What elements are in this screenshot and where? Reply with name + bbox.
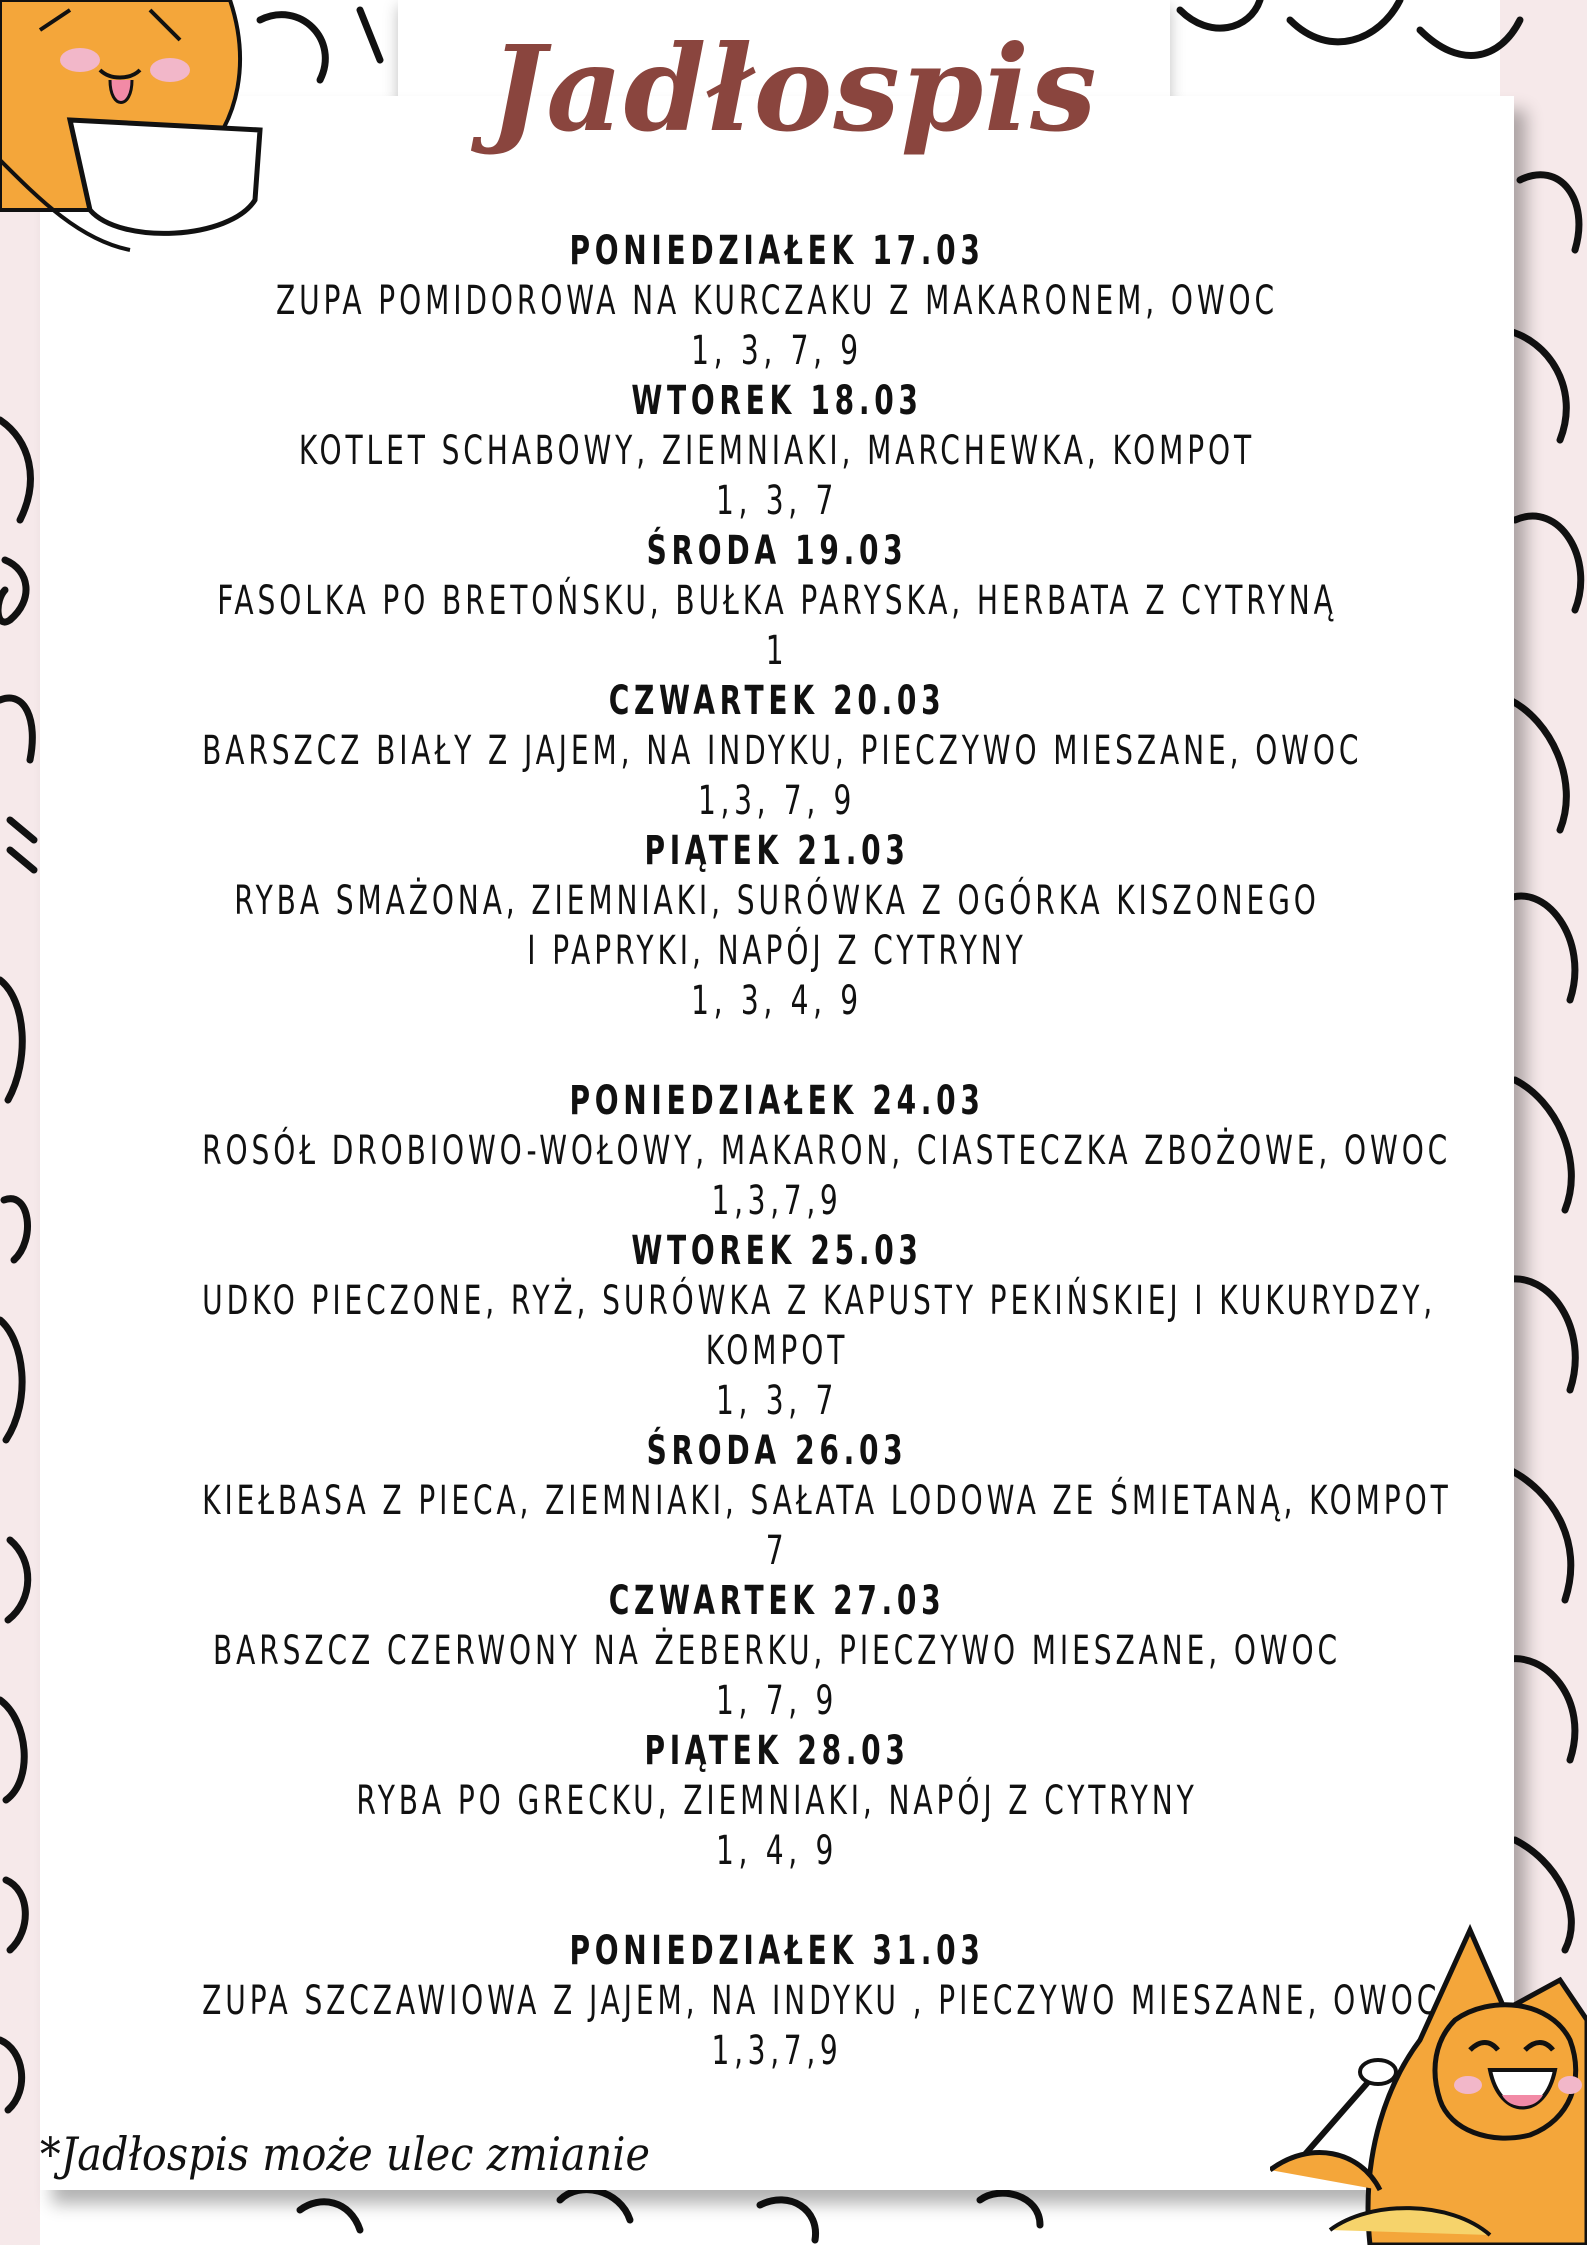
menu-allergens: 1 [765, 628, 789, 674]
menu-meal-text: BARSZCZ CZERWONY NA ŻEBERKU, PIECZYWO MIESZANE, OWOC [213, 1628, 1341, 1674]
menu-allergens: 1,3,7,9 [711, 1178, 843, 1224]
week-separator [40, 1876, 1514, 1926]
menu-allergens: 1, 4, 9 [716, 1828, 838, 1874]
menu-allergens: 1, 3, 7 [716, 478, 838, 524]
menu-meal-text: RYBA PO GRECKU, ZIEMNIAKI, NAPÓJ Z CYTRYNY [356, 1778, 1198, 1824]
menu-day-heading: WTOREK 25.03 [631, 1228, 923, 1274]
menu-change-note: *Jadłospis może ulec zmianie [40, 2127, 651, 2181]
menu-day-heading: ŚRODA 26.03 [646, 1428, 908, 1474]
menu-allergens: 1, 3, 7, 9 [691, 328, 863, 374]
menu-list [40, 226, 1514, 2076]
menu-allergens: 1, 7, 9 [716, 1678, 838, 1724]
menu-day-heading: PONIEDZIAŁEK 31.03 [569, 1928, 985, 1974]
menu-day-heading: PONIEDZIAŁEK 17.03 [569, 228, 985, 274]
menu-day-heading: PONIEDZIAŁEK 24.03 [569, 1078, 985, 1124]
menu-day-heading: CZWARTEK 27.03 [608, 1578, 946, 1624]
menu-day-heading: CZWARTEK 20.03 [608, 678, 946, 724]
menu-meal-text: UDKO PIECZONE, RYŻ, SURÓWKA Z KAPUSTY PEKIŃSKIEJ I KUKURYDZY, [202, 1278, 1437, 1324]
menu-allergens: 1, 3, 4, 9 [691, 978, 863, 1024]
page-title: Jadłospis [489, 19, 1098, 158]
menu-day-heading: WTOREK 18.03 [631, 378, 923, 424]
menu-allergens: 7 [765, 1528, 789, 1574]
week-separator [40, 1026, 1514, 1076]
menu-day-heading: ŚRODA 19.03 [646, 528, 908, 574]
menu-meal-text: I PAPRYKI, NAPÓJ Z CYTRYNY [527, 928, 1027, 974]
menu-meal-text: RYBA SMAŻONA, ZIEMNIAKI, SURÓWKA Z OGÓRKA KISZONEGO [234, 878, 1320, 924]
menu-allergens: 1,3, 7, 9 [697, 778, 857, 824]
menu-allergens: 1,3,7,9 [711, 2028, 843, 2074]
menu-meal-text: KOTLET SCHABOWY, ZIEMNIAKI, MARCHEWKA, KOMPOT [298, 428, 1256, 474]
menu-meal-text: ZUPA SZCZAWIOWA Z JAJEM, NA INDYKU , PIECZYWO MIESZANE, OWOC [202, 1978, 1441, 2024]
menu-meal-text: KIEŁBASA Z PIECA, ZIEMNIAKI, SAŁATA LODOWA ZE ŚMIETANĄ, KOMPOT [202, 1478, 1452, 1524]
menu-meal-text: BARSZCZ BIAŁY Z JAJEM, NA INDYKU, PIECZYWO MIESZANE, OWOC [202, 728, 1363, 774]
menu-meal-text: FASOLKA PO BRETOŃSKU, BUŁKA PARYSKA, HERBATA Z CYTRYNĄ [217, 578, 1337, 624]
menu-day-heading: PIĄTEK 28.03 [644, 1728, 910, 1774]
menu-day-heading: PIĄTEK 21.03 [644, 828, 910, 874]
menu-meal-text: KOMPOT [705, 1328, 849, 1374]
menu-meal-text: ROSÓŁ DROBIOWO-WOŁOWY, MAKARON, CIASTECZKA ZBOŻOWE, OWOC [202, 1128, 1452, 1174]
menu-meal-text: ZUPA POMIDOROWA NA KURCZAKU Z MAKARONEM, OWOC [275, 278, 1279, 324]
menu-allergens: 1, 3, 7 [716, 1378, 838, 1424]
